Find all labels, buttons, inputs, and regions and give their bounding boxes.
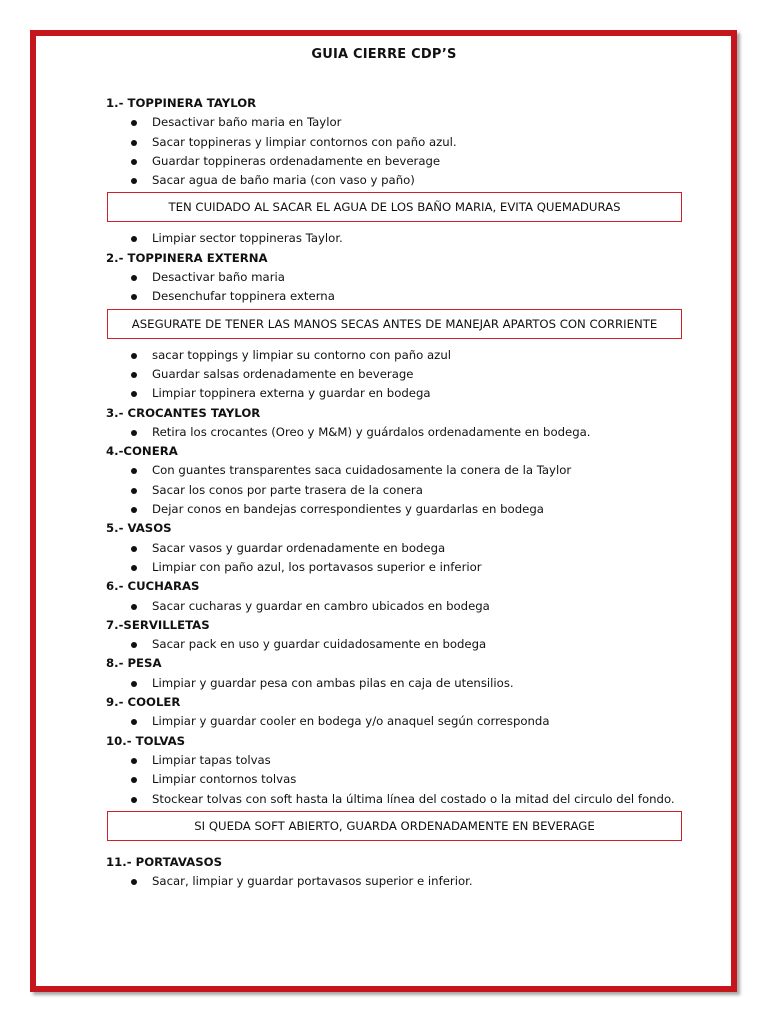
checklist-item-text: Retira los crocantes (Oreo y M&M) y guárdalos ordenadamente en bodega. [152,424,591,439]
bullet-icon [131,178,137,184]
bullet-icon [131,294,137,300]
bullet-icon [131,777,137,783]
checklist-item-text: Stockear tolvas con soft hasta la última línea del costado o la mitad del circulo del fondo. [152,791,675,806]
bullet-icon [131,391,137,397]
checklist-item [106,597,686,616]
bullet-icon [131,236,137,242]
checklist-item-text: Desenchufar toppinera externa [152,289,335,304]
checklist-item [106,674,686,693]
checklist-item [106,635,686,654]
bullet-icon [131,430,137,436]
checklist-item-text: Limpiar tapas tolvas [152,752,271,767]
section-heading-text: 7.-SERVILLETAS [106,617,210,632]
bullet-icon [131,488,137,494]
section-heading [106,94,686,113]
checklist-item-text: Sacar toppineras y limpiar contornos con paño azul. [152,134,457,149]
section-heading-text: 4.-CONERA [106,444,178,459]
checklist-item-text: Sacar cucharas y guardar en cambro ubicados en bodega [152,598,490,613]
bullet-icon [131,372,137,378]
checklist-item-text: Sacar vasos y guardar ordenadamente en bodega [152,540,446,555]
bullet-icon [131,275,137,281]
bullet-icon [131,797,137,803]
checklist-item-text: Sacar pack en uso y guardar cuidadosamente en bodega [152,637,487,652]
bullet-icon [131,140,137,146]
section-heading [106,442,686,461]
checklist-item [106,539,686,558]
checklist-item [106,384,686,403]
checklist-item [106,268,686,287]
bullet-icon [131,507,137,513]
checklist-item-text: Limpiar toppinera externa y guardar en bodega [152,386,431,401]
section-heading [106,693,686,712]
checklist-item-text: Desactivar baño maria [152,270,285,285]
warning-text: ASEGURATE DE TENER LAS MANOS SECAS ANTES DE MANEJAR APARTOS CON CORRIENTE [131,316,658,331]
checklist-item-text: Sacar agua de baño maria (con vaso y paño) [152,173,415,188]
bullet-icon [131,642,137,648]
section-heading-text: 5.- VASOS [106,521,172,536]
checklist-item-text: Limpiar con paño azul, los portavasos superior e inferior [152,559,482,574]
checklist-item [106,751,686,770]
section-heading-text: 6.- CUCHARAS [106,579,200,594]
warning-box [107,192,682,222]
section-heading [106,616,686,635]
checklist-item-text: Dejar conos en bandejas correspondientes y guardarlas en bodega [152,502,544,517]
checklist-item-text: Sacar los conos por parte trasera de la conera [152,482,423,497]
checklist-item [106,229,686,248]
section-heading [106,577,686,596]
bullet-icon [131,565,137,571]
section-heading [106,249,686,268]
section-heading [106,732,686,751]
checklist-item-text: sacar toppings y limpiar su contorno con paño azul [152,347,451,362]
checklist-item [106,481,686,500]
warning-text: TEN CUIDADO AL SACAR EL AGUA DE LOS BAÑO MARIA, EVITA QUEMADURAS [168,200,621,215]
checklist-item [106,500,686,519]
bullet-icon [131,159,137,165]
checklist-item [106,790,686,809]
bullet-icon [131,353,137,359]
checklist-item [106,365,686,384]
checklist-item-text: Desactivar baño maria en Taylor [152,115,342,130]
section-heading-text: 1.- TOPPINERA TAYLOR [106,96,257,110]
checklist-item [106,461,686,480]
section-heading-text: 10.- TOLVAS [106,733,186,748]
checklist-item [106,171,686,190]
section-heading-text: 11.- PORTAVASOS [106,854,222,869]
checklist-item-text: Guardar salsas ordenadamente en beverage [152,366,414,381]
warning-text: SI QUEDA SOFT ABIERTO, GUARDA ORDENADAMENTE EN BEVERAGE [194,818,595,833]
bullet-icon [131,546,137,552]
checklist-item-text: Limpiar contornos tolvas [152,772,297,787]
bullet-icon [131,758,137,764]
checklist [106,94,686,891]
checklist-item-text: Limpiar y guardar pesa con ambas pilas en caja de utensilios. [152,675,514,690]
checklist-item [106,558,686,577]
checklist-item [106,287,686,306]
bullet-icon [131,719,137,725]
checklist-item [106,712,686,731]
checklist-item-text: Limpiar sector toppineras Taylor. [152,231,343,246]
checklist-item [106,133,686,152]
checklist-item-text: Con guantes transparentes saca cuidadosamente la conera de la Taylor [152,463,572,478]
section-heading [106,519,686,538]
bullet-icon [131,468,137,474]
warning-box [107,309,682,339]
checklist-item [106,423,686,442]
checklist-item [106,770,686,789]
section-heading-text: 3.- CROCANTES TAYLOR [106,405,261,420]
bullet-icon [131,120,137,126]
checklist-item-text: Limpiar y guardar cooler en bodega y/o anaquel según corresponda [152,714,550,729]
document-title: GUIA CIERRE CDP’S [311,47,457,62]
bullet-icon [131,604,137,610]
warning-box [107,811,682,841]
bullet-icon [131,681,137,687]
checklist-item-text: Guardar toppineras ordenadamente en beverage [152,153,441,168]
section-heading [106,853,686,872]
section-heading-text: 8.- PESA [106,656,162,671]
section-heading-text: 9.- COOLER [106,695,181,710]
checklist-item [106,872,686,891]
bullet-icon [131,879,137,885]
checklist-item [106,152,686,171]
section-heading [106,404,686,423]
checklist-item-text: Sacar, limpiar y guardar portavasos superior e inferior. [152,874,473,889]
section-heading-text: 2.- TOPPINERA EXTERNA [106,250,268,265]
section-heading [106,654,686,673]
checklist-item [106,346,686,365]
checklist-item [106,113,686,132]
